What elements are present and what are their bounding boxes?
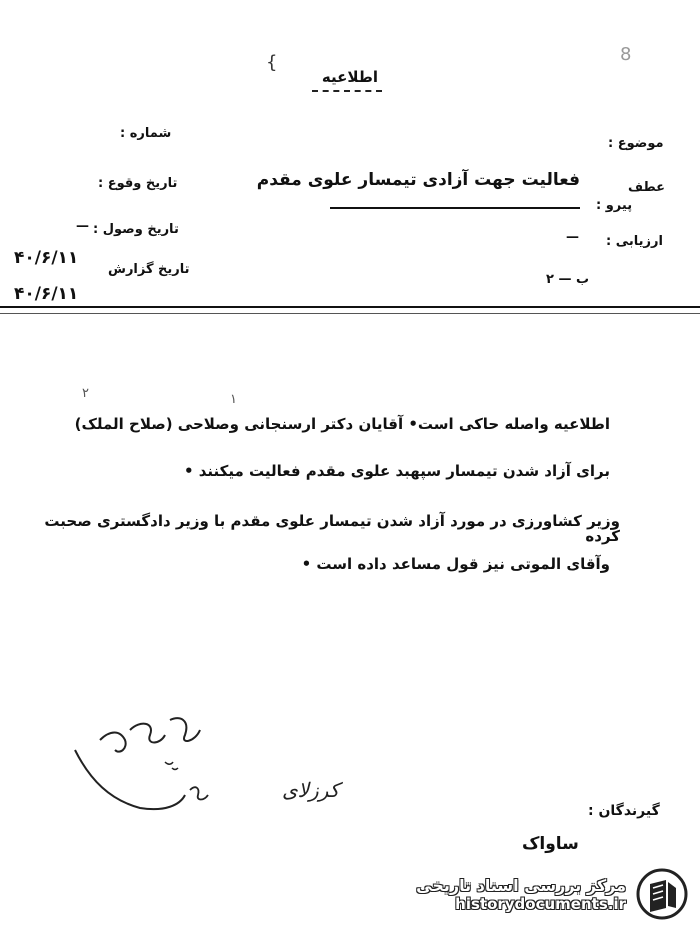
separator-line-thin — [0, 313, 700, 314]
body-line-2: برای آزاد شدن تیمسار سپهبد علوی مقدم فعالیت میکنند • — [183, 462, 610, 480]
evaluation-value: — — [566, 230, 579, 245]
watermark-text-en: historydocuments.ir — [455, 894, 626, 913]
number-label: شماره : — [120, 126, 172, 141]
evaluation-label: ارزیابی : — [606, 234, 663, 249]
margin-mark-corner: 8 — [620, 44, 632, 65]
watermark-logo-icon — [636, 868, 688, 920]
following-label: پیرو : — [596, 198, 633, 213]
watermark — [416, 868, 688, 920]
document-title: اطلاعیه — [321, 68, 379, 86]
receipt-date-value: — — [76, 219, 89, 234]
code-value: ب — ۲ — [546, 272, 590, 287]
recipients-label: گیرندگان : — [588, 803, 660, 819]
margin-mark-body-2: ۱ — [230, 392, 237, 407]
body-line-4: وآقای الموتی نیز قول مساعد داده است • — [301, 555, 610, 573]
watermark-text-fa: مرکز بررسی اسناد تاریخی — [416, 875, 626, 895]
reference-label: عطف — [628, 180, 666, 195]
handwritten-note: کرزلای — [282, 778, 340, 802]
report-date-value-2: ۴۰/۶/۱۱ — [14, 284, 79, 304]
separator-line — [0, 306, 700, 308]
subject-underline — [330, 207, 580, 209]
margin-mark-body-1: ۲ — [82, 386, 89, 401]
report-date-label: تاریخ گزارش — [108, 262, 190, 277]
handwritten-signature — [70, 700, 220, 815]
title-underline — [312, 90, 382, 92]
recipient-1: ساواک — [522, 834, 579, 854]
margin-mark-top: { — [266, 52, 278, 73]
subject-label: موضوع : — [608, 136, 664, 151]
subject-value: فعالیت جهت آزادی تیمسار علوی مقدم — [256, 170, 580, 190]
body-line-1: اطلاعیه واصله حاکی است• آقایان دکتر ارسنجانی وصلاحی (صلاح الملک) — [74, 415, 610, 433]
body-line-3: وزیر کشاورزی در مورد آزاد شدن تیمسار علوی مقدم با وزیر دادگستری صحبت کرده — [44, 512, 620, 545]
report-date-value-1: ۴۰/۶/۱۱ — [14, 248, 79, 268]
occurrence-date-label: تاریخ وقوع : — [98, 176, 178, 191]
receipt-date-label: تاریخ وصول : — [93, 222, 179, 237]
